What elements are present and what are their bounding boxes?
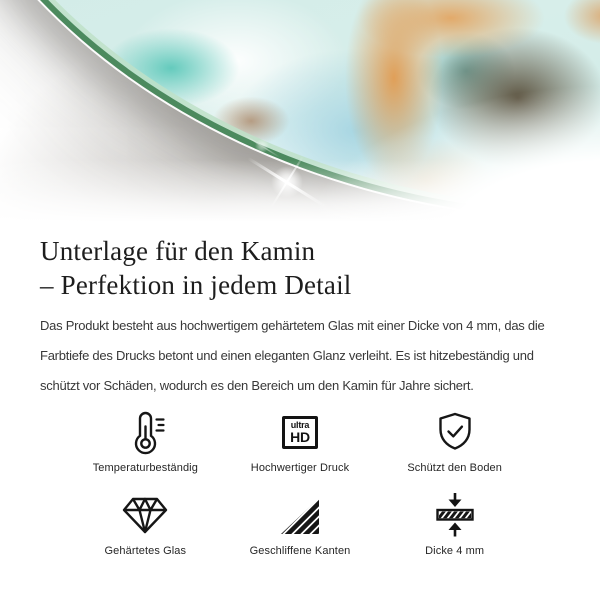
product-info-section	[0, 234, 600, 557]
title-line-1: Unterlage für den Kamin	[40, 236, 316, 266]
sparkle-glow	[271, 166, 303, 198]
feature-label: Temperaturbeständig	[92, 462, 198, 474]
feature-label: Dicke 4 mm	[425, 545, 485, 557]
feature-temperature-resistant	[68, 409, 223, 474]
thermometer-icon	[123, 409, 167, 455]
feature-tempered-glass	[68, 492, 223, 557]
feature-polished-edges	[223, 492, 378, 557]
diamond-icon	[121, 492, 169, 538]
sparkle-glow	[255, 139, 269, 153]
feature-label: Schützt den Boden	[407, 462, 502, 474]
ultra-hd-icon	[282, 409, 318, 455]
product-description: Das Produkt besteht aus hochwertigem gehärtetem Glas mit einer Dicke von 4 mm, das die Farbtiefe des Drucks betont und einen eleganten Glanz verleiht. Es ist hitzebeständig und schützt vor Schäden, wodurch es den Bereich um den Kamin für Jahre sichert.	[40, 318, 545, 393]
feature-label: Hochwertiger Druck	[250, 462, 350, 474]
ultra-hd-badge-bottom: HD	[290, 428, 310, 445]
polished-edges-icon	[278, 492, 322, 538]
feature-label: Geschliffene Kanten	[249, 545, 351, 557]
feature-grid	[68, 409, 532, 557]
ultra-hd-badge-top: ultra	[290, 419, 310, 430]
ultra-hd-badge	[282, 416, 318, 449]
feature-high-quality-print	[223, 409, 378, 474]
feature-label: Gehärtetes Glas	[104, 545, 187, 557]
product-photo	[0, 0, 600, 222]
shield-check-icon	[433, 409, 477, 455]
feature-thickness-4mm	[377, 492, 532, 557]
page-title	[40, 234, 560, 302]
thickness-icon	[431, 492, 479, 538]
title-line-2: – Perfektion in jedem Detail	[40, 270, 352, 300]
feature-protects-floor	[377, 409, 532, 474]
